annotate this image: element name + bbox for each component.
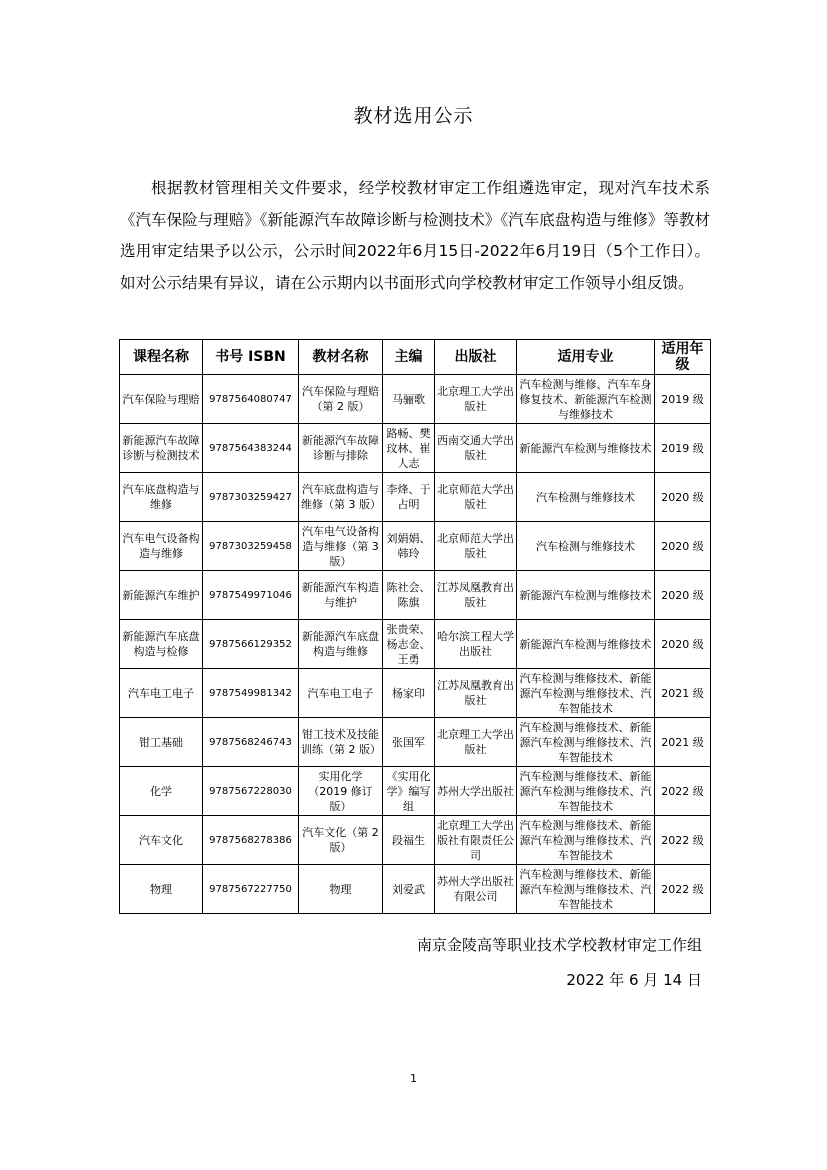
table-row	[120, 571, 711, 620]
cell-isbn: 9787549981342	[203, 669, 299, 718]
intro-text: 根据教材管理相关文件要求，经学校教材审定工作组遴选审定，现对汽车技术系《汽车保险与理赔》《新能源汽车故障诊断与检测技术》《汽车底盘构造与维修》等教材选用审定结果予以公示，公示时间2022年6月15日-2022年6月19日（5个工作日）。如对公示结果有异议，请在公示期内以书面形式向学校教材审定工作领导小组反馈。	[120, 179, 710, 292]
table-row	[120, 865, 711, 914]
cell-publisher: 苏州大学出版社	[435, 767, 517, 816]
cell-editor: 陈社会、陈旗	[383, 571, 435, 620]
table-row	[120, 620, 711, 669]
signature-date: 2022 年 6 月 14 日	[566, 971, 702, 989]
cell-isbn: 9787303259427	[203, 473, 299, 522]
header-editor: 主编	[383, 340, 435, 375]
cell-editor: 张国军	[383, 718, 435, 767]
cell-major: 汽车检测与维修技术、新能源汽车检测与维修技术、汽车智能技术	[517, 767, 655, 816]
signature: 南京金陵高等职业技术学校教材审定工作组	[416, 936, 702, 954]
table-row	[120, 424, 711, 473]
cell-grade: 2022 级	[655, 865, 711, 914]
cell-book-title: 实用化学（2019 修订版）	[299, 767, 383, 816]
table-row	[120, 718, 711, 767]
cell-course: 汽车电气设备构造与维修	[120, 522, 203, 571]
cell-editor: 路畅、樊玟林、崔人志	[383, 424, 435, 473]
cell-publisher: 北京师范大学出版社	[435, 473, 517, 522]
cell-isbn: 9787303259458	[203, 522, 299, 571]
cell-grade: 2020 级	[655, 620, 711, 669]
intro-paragraph	[120, 173, 710, 299]
cell-course: 物理	[120, 865, 203, 914]
cell-editor: 李烽、于占明	[383, 473, 435, 522]
cell-grade: 2020 级	[655, 473, 711, 522]
table-header-row	[120, 340, 711, 375]
cell-major: 汽车检测与维修技术	[517, 522, 655, 571]
cell-book-title: 汽车电工电子	[299, 669, 383, 718]
cell-isbn: 9787549971046	[203, 571, 299, 620]
header-publisher: 出版社	[435, 340, 517, 375]
cell-editor: 马骊歌	[383, 375, 435, 424]
cell-editor: 刘娟娟、韩玲	[383, 522, 435, 571]
cell-publisher: 北京师范大学出版社	[435, 522, 517, 571]
cell-isbn: 9787566129352	[203, 620, 299, 669]
cell-course: 汽车文化	[120, 816, 203, 865]
cell-major: 新能源汽车检测与维修技术	[517, 620, 655, 669]
cell-grade: 2021 级	[655, 669, 711, 718]
cell-major: 汽车检测与维修、汽车车身修复技术、新能源汽车检测与维修技术	[517, 375, 655, 424]
cell-course: 化学	[120, 767, 203, 816]
page-number: 1	[410, 1072, 417, 1085]
page-title: 教材选用公示	[353, 105, 474, 127]
cell-grade: 2019 级	[655, 424, 711, 473]
cell-major: 汽车检测与维修技术、新能源汽车检测与维修技术、汽车智能技术	[517, 718, 655, 767]
cell-editor: 刘爱武	[383, 865, 435, 914]
cell-grade: 2021 级	[655, 718, 711, 767]
cell-course: 新能源汽车故障诊断与检测技术	[120, 424, 203, 473]
cell-major: 汽车检测与维修技术	[517, 473, 655, 522]
cell-editor: 杨家印	[383, 669, 435, 718]
cell-publisher: 哈尔滨工程大学出版社	[435, 620, 517, 669]
cell-book-title: 物理	[299, 865, 383, 914]
header-grade: 适用年级	[655, 340, 711, 375]
cell-major: 汽车检测与维修技术、新能源汽车检测与维修技术、汽车智能技术	[517, 816, 655, 865]
header-course: 课程名称	[120, 340, 203, 375]
header-major: 适用专业	[517, 340, 655, 375]
cell-publisher: 江苏凤凰教育出版社	[435, 571, 517, 620]
cell-grade: 2020 级	[655, 571, 711, 620]
cell-major: 新能源汽车检测与维修技术	[517, 571, 655, 620]
cell-publisher: 北京理工大学出版社	[435, 718, 517, 767]
cell-book-title: 新能源汽车构造与维护	[299, 571, 383, 620]
cell-course: 新能源汽车维护	[120, 571, 203, 620]
header-book-title: 教材名称	[299, 340, 383, 375]
cell-editor: 《实用化学》编写组	[383, 767, 435, 816]
table-row	[120, 522, 711, 571]
cell-isbn: 9787568246743	[203, 718, 299, 767]
cell-book-title: 汽车底盘构造与维修（第 3 版）	[299, 473, 383, 522]
cell-book-title: 新能源汽车故障诊断与排除	[299, 424, 383, 473]
textbook-table	[119, 339, 711, 914]
cell-editor: 段福生	[383, 816, 435, 865]
cell-grade: 2022 级	[655, 816, 711, 865]
cell-publisher: 西南交通大学出版社	[435, 424, 517, 473]
cell-publisher: 北京理工大学出版社有限责任公司	[435, 816, 517, 865]
cell-grade: 2020 级	[655, 522, 711, 571]
cell-course: 汽车底盘构造与维修	[120, 473, 203, 522]
cell-course: 新能源汽车底盘构造与检修	[120, 620, 203, 669]
table-row	[120, 816, 711, 865]
header-isbn: 书号 ISBN	[203, 340, 299, 375]
cell-book-title: 汽车电气设备构造与维修（第 3 版）	[299, 522, 383, 571]
cell-editor: 张贵荣、杨志金、王勇	[383, 620, 435, 669]
cell-grade: 2019 级	[655, 375, 711, 424]
cell-isbn: 9787568278386	[203, 816, 299, 865]
cell-major: 新能源汽车检测与维修技术	[517, 424, 655, 473]
cell-isbn: 9787564383244	[203, 424, 299, 473]
cell-major: 汽车检测与维修技术、新能源汽车检测与维修技术、汽车智能技术	[517, 865, 655, 914]
cell-course: 汽车电工电子	[120, 669, 203, 718]
cell-publisher: 北京理工大学出版社	[435, 375, 517, 424]
cell-book-title: 钳工技术及技能训练（第 2 版）	[299, 718, 383, 767]
table-row	[120, 473, 711, 522]
cell-publisher: 苏州大学出版社有限公司	[435, 865, 517, 914]
cell-course: 汽车保险与理赔	[120, 375, 203, 424]
cell-major: 汽车检测与维修技术、新能源汽车检测与维修技术、汽车智能技术	[517, 669, 655, 718]
cell-book-title: 汽车文化（第 2 版）	[299, 816, 383, 865]
cell-book-title: 汽车保险与理赔（第 2 版）	[299, 375, 383, 424]
cell-book-title: 新能源汽车底盘构造与维修	[299, 620, 383, 669]
cell-publisher: 江苏凤凰教育出版社	[435, 669, 517, 718]
table-row	[120, 767, 711, 816]
cell-course: 钳工基础	[120, 718, 203, 767]
cell-isbn: 9787567227750	[203, 865, 299, 914]
cell-isbn: 9787567228030	[203, 767, 299, 816]
table-row	[120, 375, 711, 424]
table-row	[120, 669, 711, 718]
cell-grade: 2022 级	[655, 767, 711, 816]
cell-isbn: 9787564080747	[203, 375, 299, 424]
